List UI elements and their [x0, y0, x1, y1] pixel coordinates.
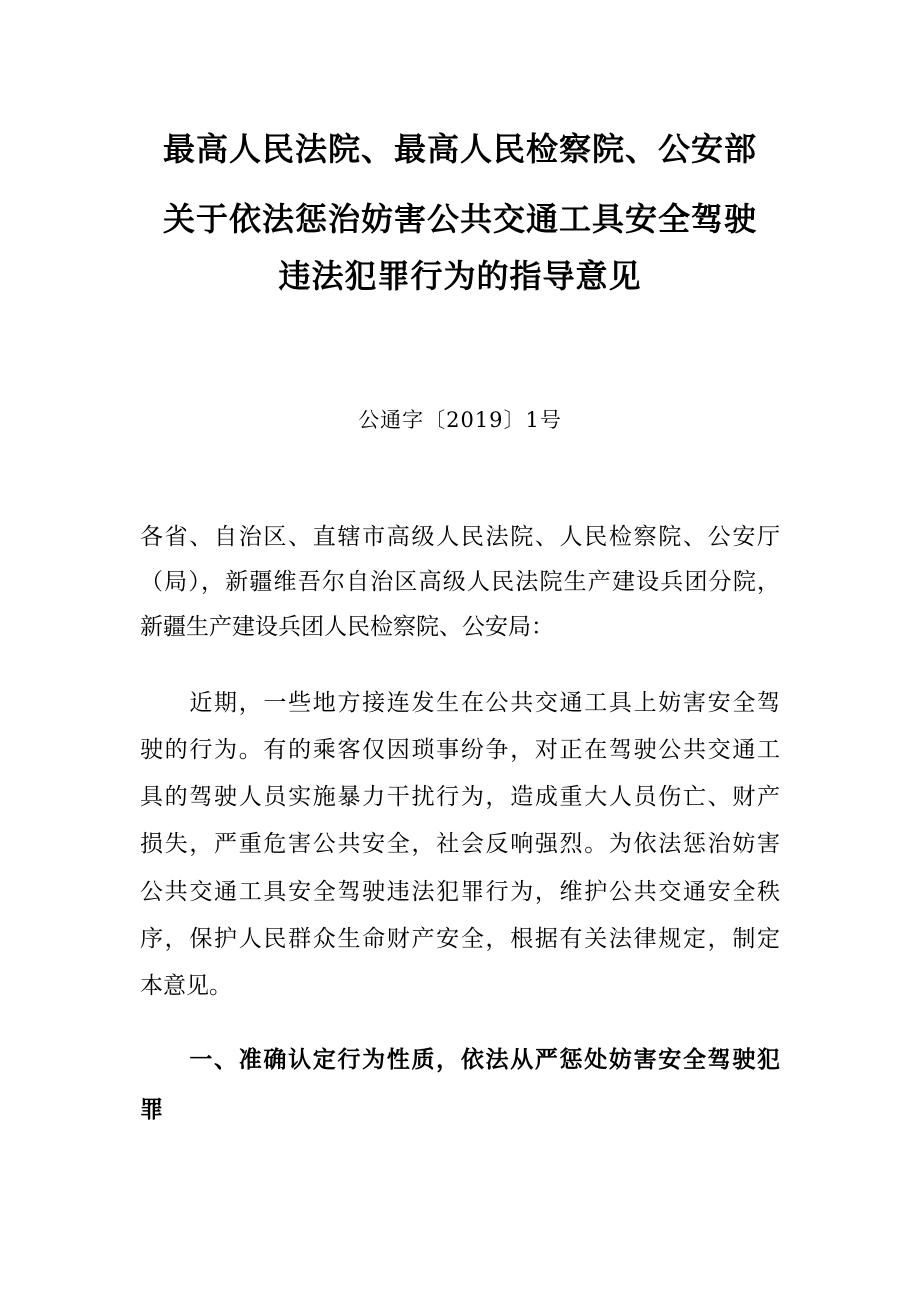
- addressee-line: （局），新疆维吾尔自治区高级人民法院生产建设兵团分院，: [140, 569, 780, 595]
- title-line: 违法犯罪行为的指导意见: [278, 257, 642, 295]
- document-number: 公通字〔2019〕1号: [358, 408, 562, 432]
- addressee-line: 新疆生产建设兵团人民检察院、公安局：: [140, 614, 554, 640]
- paragraph-line: 损失，严重危害公共安全，社会反响强烈。为依法惩治妨害: [140, 831, 780, 857]
- paragraph-line: 近期，一些地方接连发生在公共交通工具上妨害安全驾: [140, 690, 780, 716]
- addressee-line: 各省、自治区、直辖市高级人民法院、人民检察院、公安厅: [140, 524, 780, 550]
- title-line: 最高人民法院、最高人民检察院、公安部: [162, 130, 757, 168]
- section-heading-line: 一、准确认定行为性质，依法从严惩处妨害安全驾驶犯: [140, 1047, 780, 1073]
- paragraph-line: 本意见。: [140, 973, 232, 999]
- paragraph-line: 具的驾驶人员实施暴力干扰行为，造成重大人员伤亡、财产: [140, 784, 780, 810]
- section-heading-line: 罪: [140, 1097, 163, 1123]
- paragraph-line: 序，保护人民群众生命财产安全，根据有关法律规定，制定: [140, 926, 780, 952]
- paragraph-line: 公共交通工具安全驾驶违法犯罪行为，维护公共交通安全秩: [140, 879, 780, 905]
- title-line: 关于依法惩治妨害公共交通工具安全驾驶: [162, 200, 757, 238]
- paragraph-line: 驶的行为。有的乘客仅因琐事纷争，对正在驾驶公共交通工: [140, 737, 780, 763]
